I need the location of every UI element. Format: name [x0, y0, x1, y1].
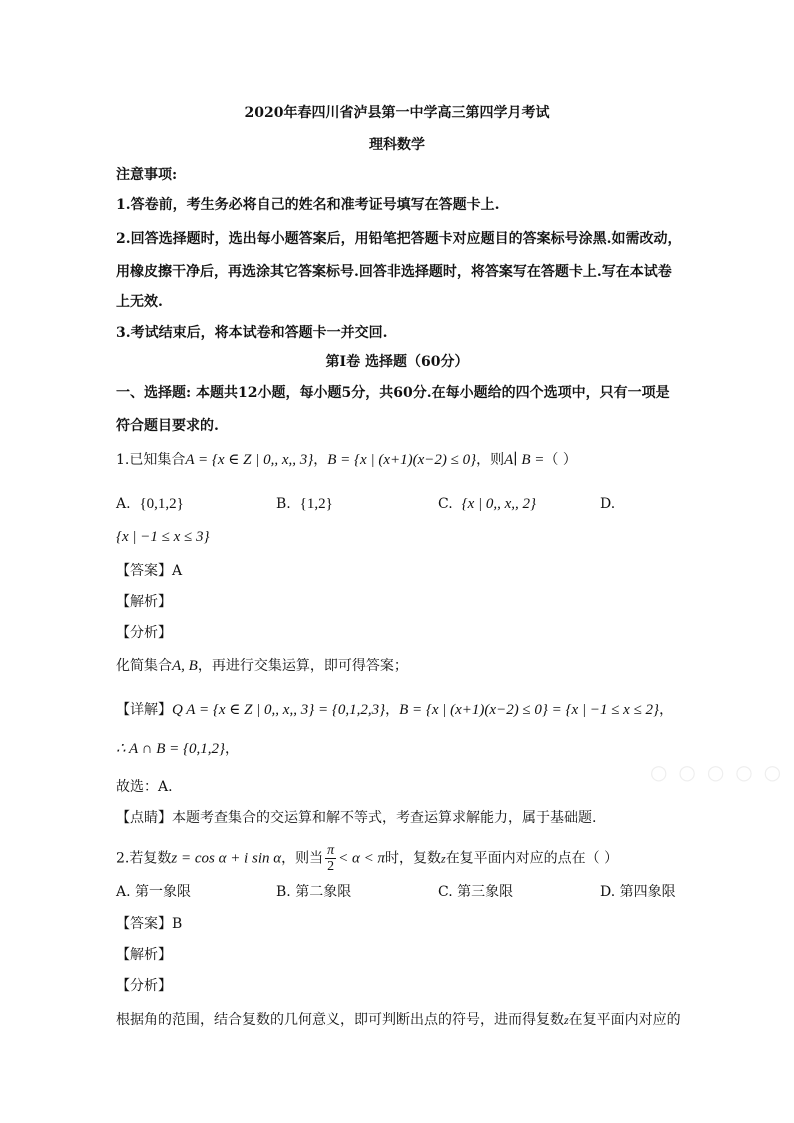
section-instruction-line-1: 一、选择题: 本题共12小题，每小题5分，共60分.在每小题给的四个选项中，只有一项是 [116, 385, 670, 401]
q2-fenxi: 【分析】 [116, 978, 172, 994]
q2-option-c: C. 第三象限 [438, 884, 514, 900]
section-title: 第I卷 选择题（60分） [325, 354, 469, 370]
q1-detail-expr-1: Q A = {x ∈ Z | 0,, x,, 3} = {0,1,2,3} [172, 702, 386, 718]
q1-fenxi-text-post: ，再进行交集运算，即可得答案； [197, 658, 408, 674]
q1-therefore [116, 739, 239, 759]
q1-option-c-value: {x | 0,, x,, 2} [461, 496, 537, 512]
notice-item-2-line-2: 用橡皮擦干净后，再选涂其它答案标号.回答非选择题时，将答案写在答题卡上.写在本试卷 [116, 264, 672, 280]
q1-fenxi-text-pre: 化简集合 [116, 658, 172, 674]
q1-prefix: 1.已知集合 [116, 452, 186, 468]
q2-fraction-den: 2 [327, 859, 335, 874]
q1-answer: 【答案】A [116, 563, 183, 579]
q2-fraction [325, 843, 336, 874]
q1-ask-post: （ ） [544, 452, 577, 468]
q1-option-d-value: {x | −1 ≤ x ≤ 3} [116, 529, 210, 545]
q2-expr: z = cos α + i sin α [171, 850, 282, 867]
q1-fenxi: 【分析】 [116, 625, 172, 641]
q1-therefore-end: ， [225, 741, 240, 757]
q1-set-b: B = {x | (x+1)(x−2) ≤ 0} [327, 452, 477, 468]
q1-option-c-label: C. [438, 496, 453, 512]
q1-comment: 【点睛】本题考查集合的交运算和解不等式，考查运算求解能力，属于基础题. [116, 810, 597, 826]
exam-title: 2020年春四川省泸县第一中学高三第四学月考试 [244, 105, 550, 121]
q1-analysis: 【解析】 [116, 594, 172, 610]
q2-answer: 【答案】B [116, 916, 183, 932]
q1-detail-end: ， [659, 702, 674, 718]
q1-option-a-label: A. [116, 496, 131, 512]
q1-option-b [276, 494, 333, 514]
q2-mid: ，则当 [281, 850, 324, 867]
q1-option-d [600, 494, 615, 514]
q2-fenxi-text-pre: 根据角的范围，结合复数的几何意义，即可判断出点的符号，进而得复数 [116, 1012, 564, 1028]
question-2-stem [116, 843, 618, 874]
question-1-stem [116, 450, 577, 470]
exam-subtitle: 理科数学 [369, 137, 425, 153]
section-instruction-line-2: 符合题目要求的. [116, 418, 219, 434]
q1-option-b-label: B. [276, 496, 291, 512]
q2-cond: < α < π [338, 850, 386, 867]
notice-item-1: 1.答卷前，考生务必将自己的姓名和准考证号填写在答题卡上. [116, 197, 500, 213]
q1-option-d-label: D. [600, 496, 616, 512]
q1-set-a: A = {x ∈ Z | 0,, x,, 3} [185, 452, 314, 468]
q1-detail-expr-2: B = {x | (x+1)(x−2) ≤ 0} = {x | −1 ≤ x ≤ 2} [399, 702, 660, 718]
q1-detail-sep: ， [385, 702, 400, 718]
q1-choose: 故选：A. [116, 779, 173, 795]
q2-option-d: D. 第四象限 [600, 884, 676, 900]
q1-therefore-expr: ∴ A ∩ B = {0,1,2} [116, 741, 226, 757]
q1-ask-expr: A∣ B = [504, 452, 545, 468]
watermark-mark: ○ ○ ○ ○ ○ [650, 760, 784, 784]
q1-detail [116, 700, 673, 720]
q1-option-a [116, 494, 184, 514]
q2-tail: 在复平面内对应的点在（ ） [445, 850, 619, 867]
notice-item-3: 3.考试结束后，将本试卷和答题卡一并交回. [116, 325, 388, 341]
notice-item-2-line-1: 2.回答选择题时，选出每小题答案后，用铅笔把答题卡对应题目的答案标号涂黑.如需改动， [116, 231, 682, 247]
notice-heading: 注意事项: [116, 167, 178, 183]
q2-z: z [441, 851, 446, 866]
q2-fenxi-text-z: z [564, 1013, 569, 1027]
q1-detail-label: 【详解】 [116, 702, 172, 718]
q2-post: 时，复数 [385, 850, 442, 867]
q1-fenxi-text [116, 656, 408, 676]
q1-sep: ， [313, 452, 328, 468]
q1-ask-pre: ，则 [476, 452, 505, 468]
q2-option-b: B. 第二象限 [276, 884, 352, 900]
q2-analysis: 【解析】 [116, 947, 172, 963]
q2-fraction-num: π [327, 843, 335, 858]
q1-option-c [438, 494, 536, 514]
q2-fenxi-text-post: 在复平面内对应的 [568, 1012, 681, 1028]
q2-option-a: A. 第一象限 [116, 884, 192, 900]
q1-fenxi-text-expr: A, B [172, 658, 198, 674]
q2-prefix: 2.若复数 [116, 850, 172, 867]
q2-fenxi-text [116, 1010, 681, 1030]
q1-option-b-value: {1,2} [299, 496, 333, 512]
notice-item-2-line-3: 上无效. [116, 294, 163, 310]
q1-option-a-value: {0,1,2} [139, 496, 184, 512]
